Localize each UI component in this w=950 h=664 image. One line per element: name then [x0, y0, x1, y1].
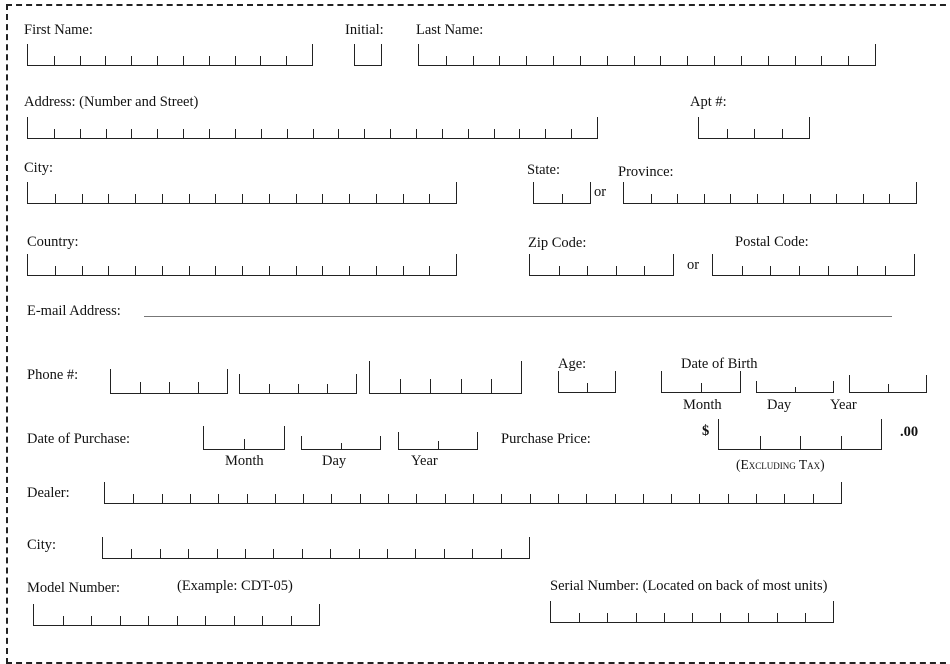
cell-divider	[205, 616, 206, 625]
cell-divider	[742, 266, 743, 275]
cell-divider	[651, 194, 652, 203]
purchase-date-label: Date of Purchase:	[27, 431, 131, 447]
cell-divider	[714, 56, 715, 65]
dealer-city-field[interactable]	[102, 537, 530, 559]
apt-field[interactable]	[698, 117, 810, 139]
cell-divider	[108, 266, 109, 275]
dealer-field[interactable]	[104, 482, 842, 504]
cell-divider	[296, 266, 297, 275]
cell-divider	[390, 129, 391, 138]
cell-divider	[757, 194, 758, 203]
cell-divider	[587, 266, 588, 275]
cell-divider	[157, 56, 158, 65]
cell-divider	[376, 194, 377, 203]
cell-divider	[148, 616, 149, 625]
cell-divider	[571, 129, 572, 138]
cell-divider	[848, 56, 849, 65]
cell-divider	[133, 494, 134, 503]
cell-divider	[756, 494, 757, 503]
cell-divider	[720, 613, 721, 622]
dealer-city-label: City:	[27, 537, 57, 553]
cell-divider	[322, 266, 323, 275]
cell-divider	[701, 383, 702, 392]
initial-field[interactable]	[354, 44, 382, 66]
phone-label: Phone #:	[27, 367, 79, 383]
first-name-field[interactable]	[27, 44, 313, 66]
cell-divider	[677, 194, 678, 203]
cell-divider	[777, 613, 778, 622]
cell-divider	[269, 384, 270, 393]
cell-divider	[634, 56, 635, 65]
purchase-price-label: Purchase Price:	[501, 431, 591, 447]
cell-divider	[140, 382, 141, 393]
cell-divider	[209, 129, 210, 138]
cell-divider	[795, 387, 796, 392]
province-field[interactable]	[623, 182, 917, 204]
cell-divider	[699, 494, 700, 503]
cell-divider	[54, 129, 55, 138]
cell-divider	[828, 266, 829, 275]
last-name-label: Last Name:	[416, 22, 484, 38]
cell-divider	[889, 194, 890, 203]
cell-divider	[313, 129, 314, 138]
cell-divider	[586, 494, 587, 503]
cell-divider	[135, 194, 136, 203]
cell-divider	[616, 266, 617, 275]
cell-divider	[190, 494, 191, 503]
cell-divider	[636, 613, 637, 622]
state-label: State:	[527, 162, 561, 178]
cell-divider	[562, 194, 563, 203]
cell-divider	[217, 549, 218, 558]
cell-divider	[501, 494, 502, 503]
cell-divider	[131, 549, 132, 558]
cell-divider	[783, 194, 784, 203]
model-example-text: (Example: CDT-05)	[177, 578, 293, 594]
cell-divider	[245, 549, 246, 558]
cell-divider	[810, 194, 811, 203]
first-name-label: First Name:	[24, 22, 93, 38]
cell-divider	[782, 129, 783, 138]
cell-divider	[162, 194, 163, 203]
cell-divider	[799, 266, 800, 275]
age-label: Age:	[558, 356, 587, 372]
country-field[interactable]	[27, 254, 457, 276]
cell-divider	[430, 379, 431, 393]
cell-divider	[494, 129, 495, 138]
cell-divider	[215, 194, 216, 203]
cell-divider	[607, 613, 608, 622]
cell-divider	[260, 56, 261, 65]
state-field[interactable]	[533, 182, 591, 204]
cell-divider	[63, 616, 64, 625]
cell-divider	[660, 56, 661, 65]
last-name-field[interactable]	[418, 44, 876, 66]
cell-divider	[105, 56, 106, 65]
cell-divider	[296, 194, 297, 203]
email-field[interactable]	[144, 316, 892, 317]
cell-divider	[235, 56, 236, 65]
cell-divider	[91, 616, 92, 625]
cell-divider	[615, 494, 616, 503]
excluding-tax-note: (Excluding Tax)	[736, 457, 825, 472]
dob-month-caption: Month	[683, 397, 722, 413]
cell-divider	[429, 266, 430, 275]
cell-divider	[215, 266, 216, 275]
city-label: City:	[24, 160, 54, 176]
cell-divider	[327, 384, 328, 393]
cell-divider	[322, 194, 323, 203]
cell-divider	[120, 616, 121, 625]
cell-divider	[55, 194, 56, 203]
age-field[interactable]	[558, 371, 616, 393]
cell-divider	[704, 194, 705, 203]
cell-divider	[330, 549, 331, 558]
apt-label: Apt #:	[690, 94, 727, 110]
zip-field[interactable]	[529, 254, 674, 276]
cell-divider	[106, 129, 107, 138]
cell-divider	[273, 549, 274, 558]
cell-divider	[291, 616, 292, 625]
cell-divider	[644, 266, 645, 275]
cell-divider	[82, 194, 83, 203]
cell-divider	[177, 616, 178, 625]
cents-label: .00	[900, 424, 919, 440]
cell-divider	[530, 494, 531, 503]
purchase-year-caption: Year	[411, 453, 438, 469]
cell-divider	[360, 494, 361, 503]
cell-divider	[416, 129, 417, 138]
cell-divider	[189, 194, 190, 203]
cell-divider	[160, 549, 161, 558]
cell-divider	[415, 549, 416, 558]
cell-divider	[131, 129, 132, 138]
cell-divider	[664, 613, 665, 622]
email-label: E-mail Address:	[27, 303, 121, 319]
zip-label: Zip Code:	[528, 235, 587, 251]
dob-year-field[interactable]	[849, 375, 927, 393]
phone-prefix-field[interactable]	[239, 374, 357, 394]
dob-year-caption: Year	[830, 397, 857, 413]
cell-divider	[446, 56, 447, 65]
cell-divider	[416, 494, 417, 503]
cell-divider	[727, 129, 728, 138]
cell-divider	[519, 129, 520, 138]
cell-divider	[349, 266, 350, 275]
cell-divider	[135, 266, 136, 275]
cell-divider	[188, 549, 189, 558]
cell-divider	[54, 56, 55, 65]
cell-divider	[444, 549, 445, 558]
cell-divider	[298, 384, 299, 393]
cell-divider	[242, 194, 243, 203]
cell-divider	[169, 382, 170, 393]
cell-divider	[821, 56, 822, 65]
cell-divider	[244, 439, 245, 449]
cell-divider	[863, 194, 864, 203]
cell-divider	[242, 266, 243, 275]
cell-divider	[388, 494, 389, 503]
cell-divider	[429, 194, 430, 203]
cell-divider	[269, 194, 270, 203]
cell-divider	[162, 494, 163, 503]
cell-divider	[836, 194, 837, 203]
cell-divider	[748, 613, 749, 622]
cell-divider	[760, 436, 761, 450]
cell-divider	[579, 613, 580, 622]
cell-divider	[499, 56, 500, 65]
cell-divider	[805, 613, 806, 622]
purchase-day-caption: Day	[322, 453, 347, 469]
cell-divider	[553, 56, 554, 65]
cell-divider	[800, 436, 801, 450]
cell-divider	[262, 616, 263, 625]
cell-divider	[349, 194, 350, 203]
cell-divider	[468, 129, 469, 138]
country-label: Country:	[27, 234, 79, 250]
model-number-label: Model Number:	[27, 580, 121, 596]
cell-divider	[559, 266, 560, 275]
phone-number-field[interactable]	[369, 361, 522, 394]
cell-divider	[587, 383, 588, 392]
cell-divider	[841, 436, 842, 450]
cell-divider	[55, 266, 56, 275]
state-or-text: or	[594, 184, 607, 200]
cell-divider	[80, 56, 81, 65]
phone-area-field[interactable]	[110, 369, 228, 394]
cell-divider	[286, 56, 287, 65]
cell-divider	[445, 494, 446, 503]
cell-divider	[218, 494, 219, 503]
cell-divider	[247, 494, 248, 503]
cell-divider	[400, 379, 401, 393]
city-field[interactable]	[27, 182, 457, 204]
cell-divider	[387, 549, 388, 558]
cell-divider	[183, 129, 184, 138]
cell-divider	[558, 494, 559, 503]
cell-divider	[338, 129, 339, 138]
cell-divider	[275, 494, 276, 503]
address-field[interactable]	[27, 117, 598, 139]
serial-number-label: Serial Number: (Located on back of most units)	[550, 578, 828, 594]
cell-divider	[888, 384, 889, 392]
purchase-day-field[interactable]	[301, 436, 381, 450]
zip-or-text: or	[687, 257, 700, 273]
cell-divider	[108, 194, 109, 203]
cell-divider	[157, 129, 158, 138]
purchase-month-caption: Month	[225, 453, 264, 469]
cell-divider	[692, 613, 693, 622]
cell-divider	[728, 494, 729, 503]
purchase-year-field[interactable]	[398, 432, 478, 450]
cell-divider	[359, 549, 360, 558]
cell-divider	[885, 266, 886, 275]
cell-divider	[235, 129, 236, 138]
dollar-sign: $	[702, 423, 710, 439]
cell-divider	[526, 56, 527, 65]
cell-divider	[269, 266, 270, 275]
cell-divider	[403, 194, 404, 203]
purchase-price-field[interactable]	[718, 419, 882, 450]
cell-divider	[198, 382, 199, 393]
cell-divider	[234, 616, 235, 625]
cell-divider	[461, 379, 462, 393]
cell-divider	[364, 129, 365, 138]
postal-field[interactable]	[712, 254, 915, 276]
model-number-field[interactable]	[33, 604, 320, 626]
cell-divider	[784, 494, 785, 503]
dob-day-field[interactable]	[756, 381, 834, 393]
cell-divider	[491, 379, 492, 393]
cell-divider	[189, 266, 190, 275]
cell-divider	[341, 443, 342, 449]
address-label: Address: (Number and Street)	[24, 94, 199, 110]
cell-divider	[473, 56, 474, 65]
cell-divider	[403, 266, 404, 275]
cell-divider	[183, 56, 184, 65]
serial-number-field[interactable]	[550, 601, 834, 623]
cell-divider	[303, 494, 304, 503]
cell-divider	[331, 494, 332, 503]
cell-divider	[754, 129, 755, 138]
cell-divider	[813, 494, 814, 503]
cell-divider	[795, 56, 796, 65]
cell-divider	[770, 266, 771, 275]
cell-divider	[162, 266, 163, 275]
cell-divider	[671, 494, 672, 503]
cell-divider	[741, 56, 742, 65]
cell-divider	[501, 549, 502, 558]
postal-label: Postal Code:	[735, 234, 809, 250]
dob-day-caption: Day	[767, 397, 792, 413]
cell-divider	[643, 494, 644, 503]
cell-divider	[687, 56, 688, 65]
cell-divider	[287, 129, 288, 138]
cell-divider	[607, 56, 608, 65]
dob-month-field[interactable]	[661, 371, 741, 393]
cell-divider	[473, 494, 474, 503]
province-label: Province:	[618, 164, 674, 180]
dob-label: Date of Birth	[681, 356, 758, 372]
cell-divider	[302, 549, 303, 558]
cell-divider	[261, 129, 262, 138]
cell-divider	[545, 129, 546, 138]
cell-divider	[730, 194, 731, 203]
cell-divider	[376, 266, 377, 275]
cell-divider	[438, 441, 439, 449]
cell-divider	[82, 266, 83, 275]
cell-divider	[80, 129, 81, 138]
cell-divider	[209, 56, 210, 65]
purchase-month-field[interactable]	[203, 426, 285, 450]
cell-divider	[442, 129, 443, 138]
cell-divider	[768, 56, 769, 65]
cell-divider	[580, 56, 581, 65]
dealer-label: Dealer:	[27, 485, 70, 501]
cell-divider	[857, 266, 858, 275]
cell-divider	[472, 549, 473, 558]
initial-label: Initial:	[345, 22, 384, 38]
cell-divider	[131, 56, 132, 65]
